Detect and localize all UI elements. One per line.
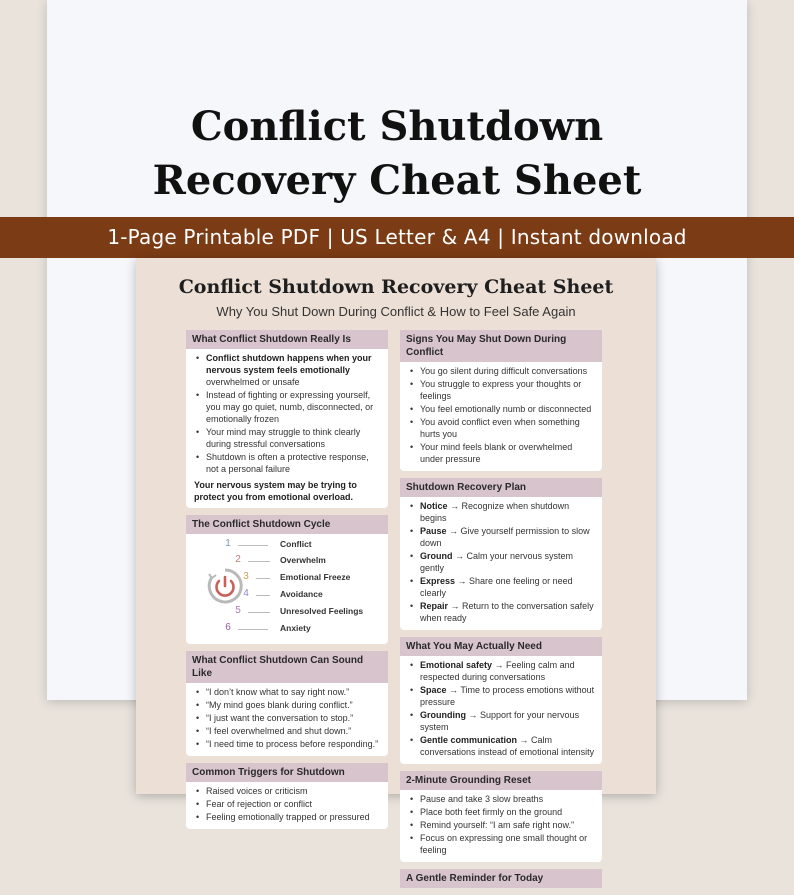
list-item: • “I feel overwhelmed and shut down.” bbox=[192, 725, 382, 737]
cycle-step-label: Conflict bbox=[280, 539, 312, 549]
cycle-step-number: 4 bbox=[243, 588, 249, 599]
card-heading: The Conflict Shutdown Cycle bbox=[186, 515, 388, 534]
list-item: • You avoid conflict even when something hurts you bbox=[406, 416, 596, 440]
list-item-text: → Feeling calm and respected during conversations bbox=[420, 660, 575, 682]
list-item-bold: Gentle communication bbox=[420, 735, 518, 745]
list-item bbox=[406, 734, 596, 758]
cycle-step bbox=[192, 570, 382, 584]
list-item-bold: Emotional safety bbox=[420, 660, 493, 670]
list-item bbox=[406, 600, 596, 624]
list-item: • You struggle to express your thoughts or feelings bbox=[406, 378, 596, 402]
list-item-bold: Notice bbox=[420, 501, 448, 511]
list-item bbox=[406, 659, 596, 683]
list-item-bold: Grounding bbox=[420, 710, 466, 720]
signs-list bbox=[406, 365, 596, 465]
cycle-step bbox=[192, 553, 382, 567]
list-item: • Pause and take 3 slow breaths bbox=[406, 793, 596, 805]
list-item-bold: Repair bbox=[420, 601, 449, 611]
list-item bbox=[406, 550, 596, 574]
list-item-text: → Give yourself permission to slow down bbox=[420, 526, 590, 548]
sheet-title: Conflict Shutdown Recovery Cheat Sheet bbox=[178, 276, 614, 298]
list-item: • Fear of rejection or conflict bbox=[192, 798, 382, 810]
cycle-step-label: Emotional Freeze bbox=[280, 572, 351, 582]
list-item bbox=[192, 426, 382, 450]
list-item-text: → Calm your nervous system gently bbox=[420, 551, 574, 573]
grounding-list bbox=[406, 793, 596, 856]
card-actual-needs bbox=[400, 637, 602, 764]
card-heading: What You May Actually Need bbox=[400, 637, 602, 656]
card-heading: Shutdown Recovery Plan bbox=[400, 478, 602, 497]
cycle-step bbox=[192, 587, 382, 601]
cycle-step-number: 3 bbox=[243, 571, 249, 582]
list-item bbox=[192, 451, 382, 475]
triggers-list bbox=[192, 785, 382, 823]
cycle-step-number: 2 bbox=[235, 554, 241, 565]
recovery-plan-list bbox=[406, 500, 596, 624]
really-is-list bbox=[192, 352, 382, 475]
card-grounding-reset bbox=[400, 771, 602, 862]
list-item: • “I need time to process before responding.” bbox=[192, 738, 382, 750]
cycle-step-label: Anxiety bbox=[280, 623, 311, 633]
card-cycle bbox=[186, 515, 388, 644]
list-item bbox=[406, 684, 596, 708]
cycle-connector bbox=[248, 561, 270, 562]
list-item-text: → Return to the conversation safely when ready bbox=[420, 601, 594, 623]
cycle-connector bbox=[256, 578, 270, 579]
list-item-bold: Express bbox=[420, 576, 456, 586]
card-heading: Signs You May Shut Down During Conflict bbox=[400, 330, 602, 362]
cover-title-line-2: Recovery Cheat Sheet bbox=[152, 157, 642, 204]
list-item: • Focus on expressing one small thought or feeling bbox=[406, 832, 596, 856]
left-column bbox=[186, 330, 388, 836]
list-item-text: → Calm conversations instead of emotional intensity bbox=[420, 735, 595, 757]
list-item bbox=[406, 525, 596, 549]
list-item-text: → Support for your nervous system bbox=[420, 710, 580, 732]
list-item: • You feel emotionally numb or disconnected bbox=[406, 403, 596, 415]
card-triggers bbox=[186, 763, 388, 829]
cycle-connector bbox=[238, 629, 268, 630]
card-heading: A Gentle Reminder for Today bbox=[400, 869, 602, 888]
list-item: • You go silent during difficult conversations bbox=[406, 365, 596, 377]
list-item bbox=[406, 709, 596, 733]
list-item: • “My mind goes blank during conflict.” bbox=[192, 699, 382, 711]
needs-list bbox=[406, 659, 596, 758]
sheet-subtitle: Why You Shut Down During Conflict & How to Feel Safe Again bbox=[216, 304, 576, 319]
cycle-step bbox=[192, 537, 382, 551]
list-item: • Place both feet firmly on the ground bbox=[406, 806, 596, 818]
cycle-step-label: Unresolved Feelings bbox=[280, 606, 364, 616]
list-item: • Remind yourself: “I am safe right now.” bbox=[406, 819, 596, 831]
list-item-bold: Ground bbox=[420, 551, 453, 561]
list-item-text: → Time to process emotions without pressure bbox=[420, 685, 595, 707]
list-item: • “I just want the conversation to stop.” bbox=[192, 712, 382, 724]
shutdown-cycle bbox=[192, 537, 382, 639]
cycle-step bbox=[192, 604, 382, 618]
list-item-bold: Space bbox=[420, 685, 447, 695]
cycle-connector bbox=[256, 595, 270, 596]
format-banner: 1-Page Printable PDF | US Letter & A4 | Instant download bbox=[0, 217, 794, 258]
list-item-text: overwhelmed or unsafe bbox=[206, 377, 300, 387]
really-is-note: Your nervous system may be trying to protect you from emotional overload. bbox=[194, 480, 357, 502]
cycle-step-number: 5 bbox=[235, 605, 241, 616]
card-signs bbox=[400, 330, 602, 471]
card-sound-like bbox=[186, 651, 388, 756]
list-item-bold: Conflict shutdown happens when your nervous system feels emotionally bbox=[206, 353, 372, 375]
list-item: • Your mind feels blank or overwhelmed under pressure bbox=[406, 441, 596, 465]
list-item-text: Shutdown is often a protective response, not a personal failure bbox=[206, 452, 369, 474]
right-column bbox=[400, 330, 602, 895]
list-item: • “I don’t know what to say right now.” bbox=[192, 686, 382, 698]
list-item-text: Instead of fighting or expressing yourself, you may go quiet, numb, disconnected, or emotionally frozen bbox=[206, 390, 374, 424]
list-item: • Feeling emotionally trapped or pressured bbox=[192, 811, 382, 823]
list-item-text: → Share one feeling or need clearly bbox=[420, 576, 573, 598]
card-heading: What Conflict Shutdown Can Sound Like bbox=[186, 651, 388, 683]
sound-like-list bbox=[192, 686, 382, 750]
cycle-step-number: 6 bbox=[225, 622, 231, 633]
cover-title bbox=[47, 100, 747, 208]
cycle-step-label: Overwhelm bbox=[280, 555, 326, 565]
list-item: • Raised voices or criticism bbox=[192, 785, 382, 797]
cycle-connector bbox=[238, 545, 268, 546]
list-item bbox=[406, 500, 596, 524]
list-item bbox=[192, 352, 382, 388]
card-gentle-reminder bbox=[400, 869, 602, 888]
list-item-bold: Pause bbox=[420, 526, 447, 536]
card-heading: Common Triggers for Shutdown bbox=[186, 763, 388, 782]
list-item-text: Your mind may struggle to think clearly during stressful conversations bbox=[206, 427, 361, 449]
card-heading: 2-Minute Grounding Reset bbox=[400, 771, 602, 790]
cover-title-line-1: Conflict Shutdown bbox=[190, 103, 604, 150]
cycle-step bbox=[192, 621, 382, 635]
card-heading: What Conflict Shutdown Really Is bbox=[186, 330, 388, 349]
cheat-sheet-preview bbox=[136, 258, 656, 884]
list-item bbox=[192, 389, 382, 425]
card-recovery-plan bbox=[400, 478, 602, 630]
list-item-text: → Recognize when shutdown begins bbox=[420, 501, 570, 523]
cycle-connector bbox=[248, 612, 270, 613]
card-really-is bbox=[186, 330, 388, 508]
cycle-step-label: Avoidance bbox=[280, 589, 323, 599]
list-item bbox=[406, 575, 596, 599]
cycle-step-number: 1 bbox=[225, 538, 231, 549]
